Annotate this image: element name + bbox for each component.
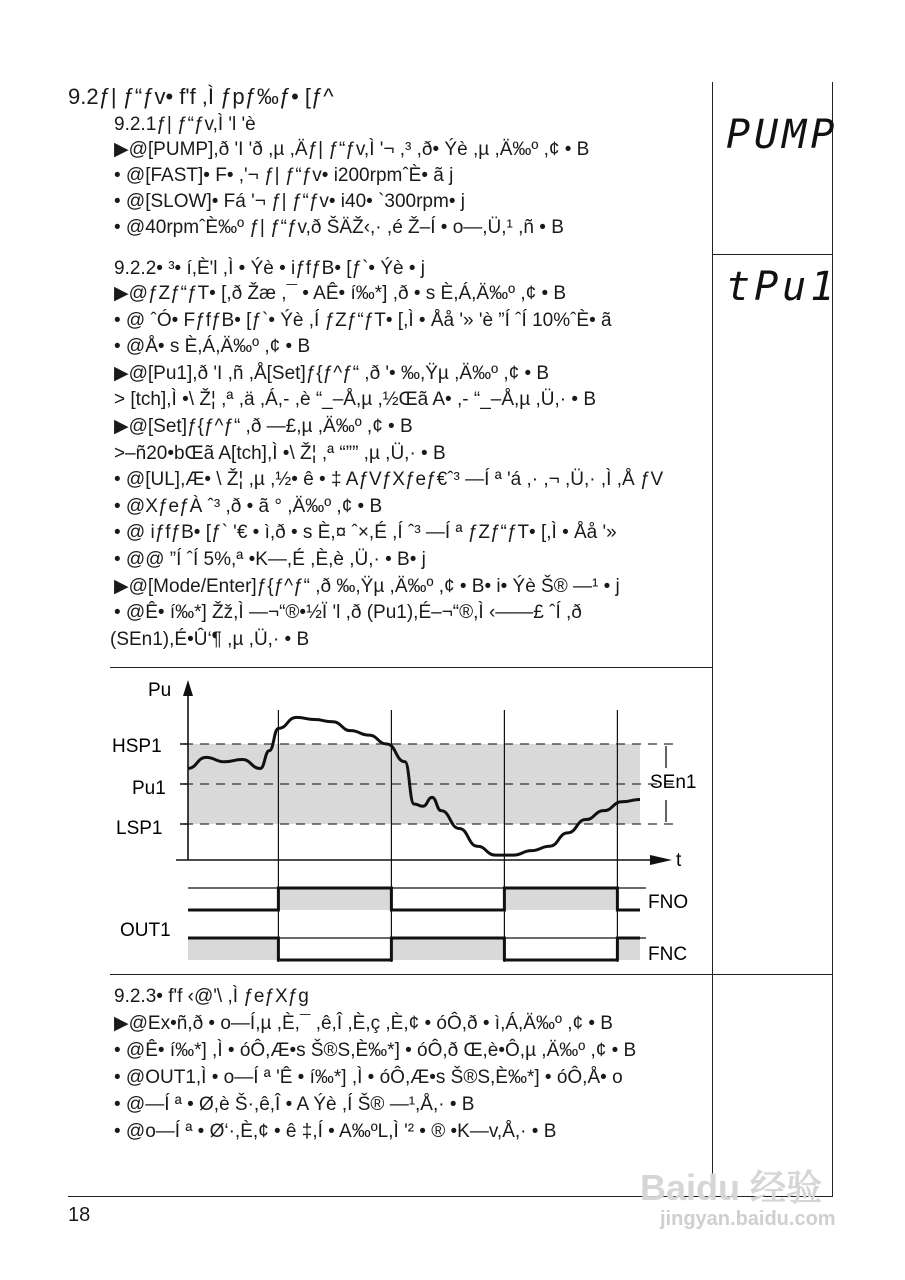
block2-line: • @ iƒfƒB• [ƒ` '€ • ì,ð • s È,¤ ˆ×,É ,Í ˆ³ —Í ª ƒZƒ“ƒT• [,Ì • Åå '» [114,522,617,544]
column-divider [712,82,713,975]
block2-line: >–ñ20•bŒã A[tch],Ì •\ Ž¦ ,ª “”” ,µ ,Ü,· • B [114,442,446,464]
block2-body [110,283,664,656]
block3-body [114,1014,636,1149]
block2-line: > [tch],Ì •\ Ž¦ ,ª ,ä ,Á,- ,è “_–Å,µ ,½Œã A• ,- “_–Å,µ ,Ü,· • B [114,389,596,411]
x-axis-label: t [676,850,682,871]
block2-line: • @[UL],Æ• \ Ž¦ ,µ ,½• ê • ‡ AƒVƒXƒeƒ€ˆ³ —Í ª 'á ,· ,¬ ,Ü,· ,Ì ,Å ƒV [114,469,664,491]
block2-line: • @Ê• í‰*] Žž,Ì —¬“®•½Ï 'l ,ð (Pu1),É–¬“®,Ì ‹——£ ˆÍ ,ð [114,602,582,624]
lcd-pump-display: PUMP [726,112,839,158]
band-label-sen1: SEn1 [650,772,697,793]
fno-high-segment [278,888,391,910]
page-number: 18 [68,1204,91,1226]
fnc-high-segment [617,938,640,960]
pressure-timing-chart [110,672,710,972]
x-axis-arrow [650,855,672,865]
block3-line: • @o—Í ª • Ø‘·,È,¢ • ê ‡,Í • A‰ºL,Ì '² • ® •K—v,Å,· • B [114,1121,557,1142]
block2-subtitle: 9.2.2• ³• í,È'l ,Ì • Ýè • iƒfƒB• [ƒ`• Ýè • j [114,258,426,279]
row-divider-3 [110,974,833,975]
block1-line: • @[FAST]• F• ,'¬ ƒ| ƒ“ƒv• i200rpmˆÈ• ã j [114,165,454,186]
block2-line: ▶@[Pu1],ð 'I ,ñ ,Å[Set]ƒ{ƒ^ƒ“ ,ð '• ‰,Ÿµ ,Ä‰º ,¢ • B [114,362,550,384]
fnc-label: FNC [648,944,688,965]
row-divider-1 [712,254,833,255]
block3-subtitle: 9.2.3• f'f ‹@'\ ,Ì ƒeƒXƒg [114,986,309,1007]
row-divider-2 [110,667,713,668]
y-axis-label: Pu [148,680,172,701]
block2-line: ▶@ƒZƒ“ƒT• [,ð Žæ ,¯ • AÊ• í‰*] ,ð • s È,Á,Ä‰º ,¢ • B [114,283,567,304]
block1-line: • @[SLOW]• Fá '¬ ƒ| ƒ“ƒv• i40• `300rpm• j [114,191,465,212]
block1-line: • @40rpmˆÈ‰º ƒ| ƒ“ƒv,ð ŠÄŽ‹,· ,é Ž–Í • o—,Ü,¹ ,ñ • B [114,217,564,238]
block2-line: • @Å• s È,Á,Ä‰º ,¢ • B [114,336,311,358]
block3-line: • @Ê• í‰*] ,Ì • óÔ,Æ•s Š®S,È‰*] • óÔ,ð Œ,è•Ô,µ ,Ä‰º ,¢ • B [114,1040,637,1061]
section-title: 9.2ƒ| ƒ“ƒv• f'f ,Ì ƒpƒ‰ƒ• [ƒ^ [68,84,334,109]
right-border [832,82,833,1197]
fnc-high-segment [188,938,278,960]
block1-body [114,140,589,244]
fnc-high-segment [391,938,504,960]
level-label-lsp1: LSP1 [116,818,163,839]
block2-line: • @ ˆÓ• FƒfƒB• [ƒ`• Ýè ,Í ƒZƒ“ƒT• [,Ì • Åå '» 'è ”Í ˆÍ 10%ˆÈ• ã [114,309,612,331]
block2-line: (SEn1),É•Û‘¶ ,µ ,Ü,· • B [110,628,310,650]
block3-line: • @—Í ª • Ø,è Š·,ê,Î • A Ýè ,Í Š® —¹,Å,· • B [114,1094,475,1115]
fno-high-segment [504,888,617,910]
block2-line: • @@ ”Í ˆÍ 5%,ª •K—,É ,È,è ,Ü,· • B• j [114,548,426,570]
fno-label: FNO [648,892,689,913]
block3-line: • @OUT1,Ì • o—Í ª 'Ê • í‰*] ,Ì • óÔ,Æ•s Š®S,È‰*] • óÔ,Å• o [114,1067,623,1088]
block2-line: ▶@[Set]ƒ{ƒ^ƒ“ ,ð —£,µ ,Ä‰º ,¢ • B [114,415,413,437]
y-axis-arrow [183,680,193,696]
block2-line: ▶@[Mode/Enter]ƒ{ƒ^ƒ“ ,ð ‰,Ÿµ ,Ä‰º ,¢ • B• i• Ýè Š® —¹ • j [114,575,620,597]
watermark-url: jingyan.baidu.com [660,1208,836,1230]
block2-line: • @XƒeƒÀ ˆ³ ,ð • ã ° ,Ä‰º ,¢ • B [114,495,383,517]
output-label-out1: OUT1 [120,920,171,941]
block1-line: ▶@[PUMP],ð 'I 'ð ,µ ,Äƒ| ƒ“ƒv,Ì '¬ ,³ ,ð• Ýè ,µ ,Ä‰º ,¢ • B [114,139,590,160]
block1-subtitle: 9.2.1ƒ| ƒ“ƒv,Ì 'l 'è [114,114,256,135]
level-label-hsp1: HSP1 [112,736,162,757]
level-label-pu1: Pu1 [132,778,166,799]
watermark-logo: Baidu 经验 [640,1167,823,1208]
block3-line: ▶@Ex•ñ,ð • o—Í,µ ,È,¯ ,ê,Î ,È,ç ,È,¢ • óÔ,ð • ì,Á,Ä‰º ,¢ • B [114,1013,613,1034]
lcd-tpu1-display: tPu1 [726,264,839,310]
